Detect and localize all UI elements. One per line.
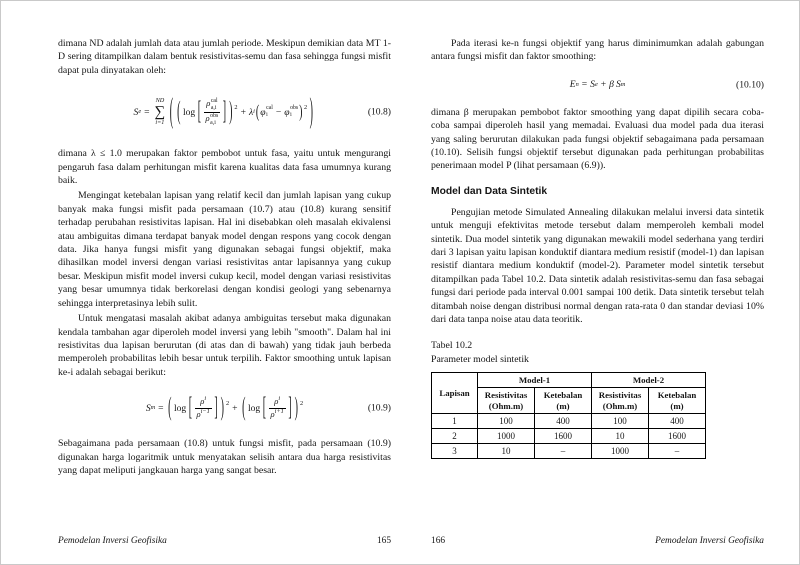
fraction-denominator <box>195 408 212 420</box>
page-number: 166 <box>431 536 446 546</box>
phi-obs-symbol: φ <box>284 106 290 118</box>
equation-number: (10.9) <box>367 402 391 414</box>
bracket-open: [ <box>188 393 193 423</box>
fraction-numerator <box>198 396 208 407</box>
equals-sign: = <box>581 79 588 91</box>
equation-10-9-expression <box>145 393 304 423</box>
table-cell: 1600 <box>649 429 706 444</box>
misfit-function-symbol: S <box>590 79 595 91</box>
table-cell: 10 <box>478 444 535 459</box>
smoothing-function-symbol: S <box>145 402 151 414</box>
equation-number: (10.10) <box>736 79 764 91</box>
equals-sign: = <box>158 402 164 414</box>
sigma-symbol: ∑ <box>154 103 166 120</box>
header-ketebalan-model-2: Ketebalan (m) <box>649 388 706 414</box>
smoothing-function-subscript: m <box>150 403 156 411</box>
rho-symbol: ρ <box>196 408 201 419</box>
log-function: log <box>173 402 187 414</box>
resistivity-ratio-fraction <box>195 396 212 419</box>
table-row <box>432 414 706 429</box>
objective-function-symbol: E <box>569 79 576 91</box>
subscript-i: i <box>278 395 281 403</box>
page-166 <box>431 37 764 564</box>
misfit-function-symbol: S <box>133 106 139 118</box>
paren-close: ) <box>229 97 233 127</box>
exponent-two: 2 <box>300 399 304 407</box>
rho-symbol: ρ <box>200 396 205 407</box>
header-resistivitas-model-2: Resistivitas (Ohm.m) <box>592 388 649 414</box>
superscript-cal: cal <box>210 97 218 104</box>
section-heading-model-dan-data-sintetik: Model dan Data Sintetik <box>431 185 548 197</box>
misfit-function-subscript: e <box>594 80 598 88</box>
equation-10-10 <box>431 72 764 98</box>
bracket-close: ] <box>214 393 218 423</box>
header-ketebalan-model-1: Ketebalan (m) <box>535 388 592 414</box>
paragraph-smooth-constraint: Untuk mengatasi masalah akibat adanya ambiguitas tersebut maka digunakan kendala tambahan agar diperoleh model inversi yang lebih "smooth". Dalam hal ini resistivitas dua lapisan berurutan (di atas dan di bawah) yang tidak jauh berbeda memperoleh probabilitas lebih besar untuk terpilih. Faktor smoothing untuk lapisan ke-i adalah sebagai berikut: <box>58 313 391 378</box>
plus-sign: + <box>232 402 238 414</box>
header-model-1: Model-1 <box>478 372 592 388</box>
bracket-close: ] <box>288 393 292 423</box>
table-cell: – <box>535 444 592 459</box>
page-number: 165 <box>376 536 391 546</box>
table-cell: 100 <box>478 414 535 429</box>
rho-symbol: ρ <box>206 97 211 108</box>
fraction-denominator <box>269 408 286 420</box>
table-cell: 400 <box>649 414 706 429</box>
beta-symbol: β <box>609 79 614 91</box>
table-header <box>432 372 706 414</box>
table-cell: 1000 <box>478 429 535 444</box>
log-function: log <box>182 106 196 118</box>
smoothing-function-symbol: S <box>615 79 621 91</box>
table-cell: 400 <box>535 414 592 429</box>
equation-10-8 <box>58 85 391 139</box>
objective-function-subscript: n <box>575 80 579 88</box>
equation-10-10-expression <box>570 79 626 90</box>
footer-book-title: Pemodelan Inversi Geofisika <box>58 536 167 546</box>
header-model-2: Model-2 <box>592 372 706 388</box>
paragraph-lambda-weight: dimana λ ≤ 1.0 merupakan faktor pembobot untuk fasa, yaitu untuk mengurangi pengaruh fasa dalam perhitungan misfit karena kualitas data fasa umumnya kurang baik. <box>58 148 391 187</box>
page-footer-left <box>58 536 391 546</box>
table-cell: 1600 <box>535 429 592 444</box>
paren-close: ) <box>309 92 313 132</box>
header-lapisan: Lapisan <box>432 372 478 414</box>
fraction-denominator <box>204 112 221 127</box>
paren-open: ( <box>255 102 260 123</box>
rho-symbol: ρ <box>205 112 210 123</box>
smoothing-function-subscript: m <box>620 80 626 88</box>
exponent-two: 2 <box>226 399 230 407</box>
table-row <box>432 444 706 459</box>
table-header-row <box>432 372 706 388</box>
subscript-i-minus-1: i−1 <box>200 407 210 415</box>
table-cell: 3 <box>432 444 478 459</box>
table-cell: 10 <box>592 429 649 444</box>
phi-cal-scripts <box>266 105 273 119</box>
bracket-open: [ <box>197 97 202 127</box>
superscript-cal: cal <box>266 105 273 112</box>
paragraph-equivalence: Mengingat ketebalan lapisan yang relatif kecil dan jumlah lapisan yang cukup banyak maka fungsi misfit pada persamaan (10.7) atau (10.8) kurang sensitif terhadap perubahan resistivitas lapisan. Hal ini disebabkan oleh masalah ekivalensi atau ambiguitas dimana terdapat banyak model dengan respons yang cocok dengan data. Jika hanya fungsi misfit yang digunakan sebagai fungsi objektif, maka dihasilkan model inversi dengan variasi resistivitas antar lapisannya yang cukup besar. Meskipun misfit model inversi cukup kecil, model dengan variasi resistivitas yang besar umumnya tidak berkorelasi dengan kondisi geologi yang sebenarnya sehingga interpretasinya lebih sulit. <box>58 190 391 309</box>
table-caption: Parameter model sintetik <box>431 353 529 365</box>
subscript-ai: a,i <box>210 104 217 111</box>
rho-symbol: ρ <box>270 408 275 419</box>
header-resistivitas-model-1: Resistivitas (Ohm.m) <box>478 388 535 414</box>
equation-number: (10.8) <box>367 106 391 118</box>
table-label: Tabel 10.2 <box>431 339 473 351</box>
plus-sign: + <box>240 106 246 118</box>
phi-cal-symbol: φ <box>260 106 266 118</box>
table-row <box>432 429 706 444</box>
equation-10-9 <box>58 387 391 429</box>
paragraph-beta-weight: dimana β merupakan pembobot faktor smoothing yang dapat dipilih secara coba-coba sampai diperoleh hasil yang memadai. Evaluasi dua model pada dua iterasi yang saling berurutan dilakukan pada fungsi objektif sebagaimana pada persamaan (10.10). Selisih fungsi objektif tersebut digunakan pada perhitungan probabilitas penerimaan model P (lihat persamaan (6.9)). <box>431 106 764 172</box>
bracket-open: [ <box>262 393 267 423</box>
paren-open: ( <box>169 92 174 132</box>
table-cell: 1 <box>432 414 478 429</box>
fraction-numerator <box>204 98 219 112</box>
page-165 <box>58 37 391 564</box>
resistivity-ratio-fraction <box>269 396 286 419</box>
table-cell: – <box>649 444 706 459</box>
equals-sign: = <box>144 106 150 118</box>
minus-sign: − <box>275 106 282 118</box>
subscript-i-plus-1: i+1 <box>274 407 284 415</box>
rho-symbol: ρ <box>274 396 279 407</box>
phi-obs-scripts <box>290 105 298 119</box>
footer-book-title: Pemodelan Inversi Geofisika <box>655 536 764 546</box>
lambda-symbol: λ <box>249 106 254 118</box>
paragraph-log-values: Sebagaimana pada persamaan (10.8) untuk fungsi misfit, pada persamaan (10.9) digunakan harga logaritmik untuk menyatakan selisih antara dua harga resistivitas yang dapat meliputi jangkauan harga yang sangat besar. <box>58 438 391 476</box>
misfit-function-subscript: e <box>138 108 142 116</box>
summation <box>155 98 166 127</box>
sum-lower-limit: i=1 <box>155 118 165 126</box>
rho-scripts <box>210 113 218 127</box>
paren-close: ) <box>294 393 299 423</box>
table-cell: 2 <box>432 429 478 444</box>
superscript-obs: obs <box>290 105 299 112</box>
paren-open: ( <box>168 393 172 423</box>
subscript-i: i <box>266 112 268 119</box>
superscript-obs: obs <box>210 112 219 119</box>
subscript-i: i <box>204 395 207 403</box>
table-body <box>432 414 706 459</box>
exponent-two: 2 <box>303 103 308 111</box>
table-cell: 100 <box>592 414 649 429</box>
lambda-subscript: i <box>253 108 255 116</box>
equation-10-8-expression <box>133 92 316 132</box>
subscript-ai: a,i <box>210 119 216 126</box>
table-cell: 1000 <box>592 444 649 459</box>
rho-scripts <box>211 98 218 112</box>
paragraph-synthetic-test: Pengujian metode Simulated Annealing dilakukan melalui inversi data sintetik untuk menguji efektivitas metode tersebut dalam memperoleh kembali model sintetik. Dua model sintetik yang digunakan mewakili model sederhana yang terdiri dari 3 lapisan yaitu lapisan konduktif diantara medium resistif (model-1) dan lapisan resistif diantara medium konduktif (model-2). Parameter model sintetik tersebut ditampilkan pada Tabel 10.2. Data sintetik adalah resistivitas-semu dan fasa sebagai fungsi dari periode pada interval 0.001 sampai 100 detik. Data sintetik tersebut telah ditambah noise dengan distribusi normal dengan rata-rata 0 dan standar deviasi 10% dari data tanpa noise atau data teoritik. <box>431 206 764 326</box>
paren-open: ( <box>242 393 246 423</box>
exponent-two: 2 <box>234 103 238 111</box>
paragraph-nd-definition: dimana ND adalah jumlah data atau jumlah periode. Meskipun demikian data MT 1-D sering ditampilkan dalam bentuk resistivitas-semu dan fasa sehingga fungsi misfit dapat pula dinyatakan oleh: <box>58 38 391 76</box>
log-function: log <box>247 402 261 414</box>
fraction-numerator <box>272 396 282 407</box>
paren-open: ( <box>177 97 181 127</box>
plus-sign: + <box>600 79 607 91</box>
sum-upper-limit: ND <box>155 96 165 104</box>
subscript-i: i <box>290 112 292 119</box>
synthetic-model-table <box>431 372 706 460</box>
page-footer-right <box>431 536 764 546</box>
paren-close: ) <box>299 102 303 123</box>
paragraph-objective-function: Pada iterasi ke-n fungsi objektif yang harus diminimumkan adalah gabungan antara fungsi misfit dan faktor smoothing: <box>431 38 764 63</box>
apparent-resistivity-fraction <box>204 98 221 127</box>
paren-close: ) <box>220 393 225 423</box>
bracket-close: ] <box>222 97 227 127</box>
